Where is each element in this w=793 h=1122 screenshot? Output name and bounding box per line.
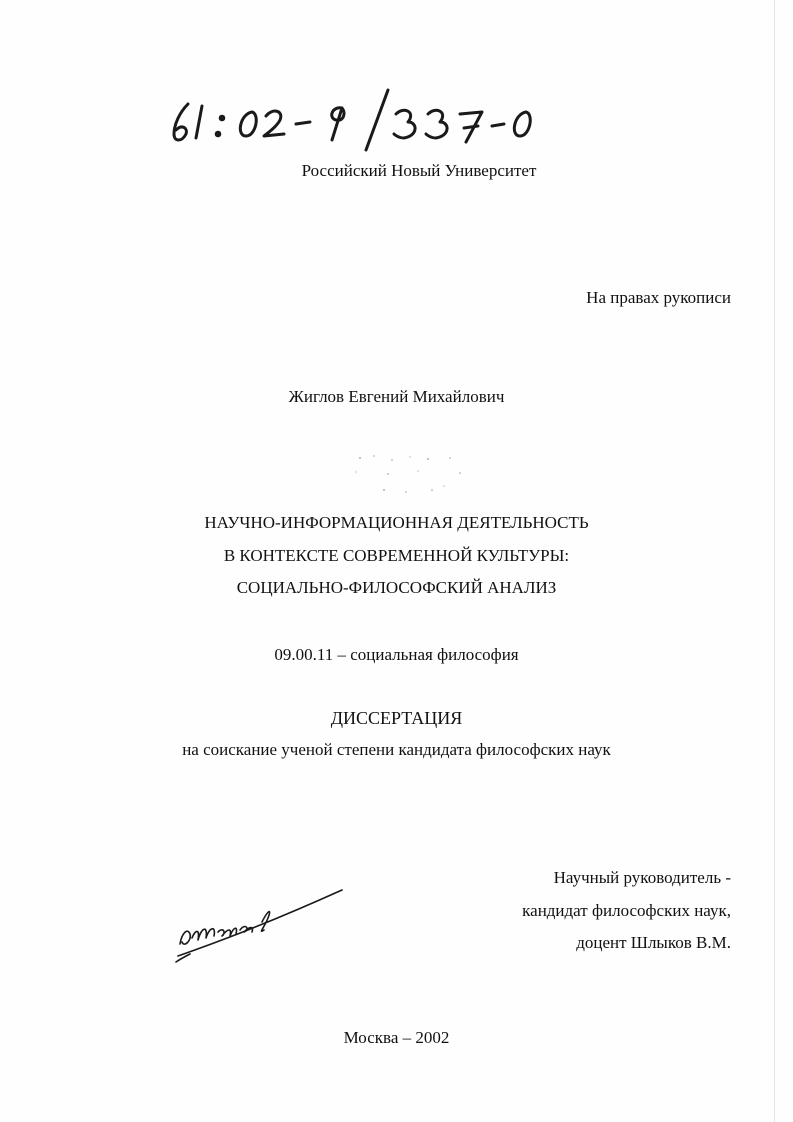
title-line-2: В КОНТЕКСТЕ СОВРЕМЕННОЙ КУЛЬТУРЫ: (223, 546, 570, 565)
rights-note: На правах рукописи (586, 288, 731, 307)
degree-purpose: на соискание ученой степени кандидата философских наук (182, 740, 611, 759)
supervisor-line-2: кандидат философских наук, (522, 901, 731, 920)
specialty-code: 09.00.11 – социальная философия (274, 645, 519, 664)
title-line-1: НАУЧНО-ИНФОРМАЦИОННАЯ ДЕЯТЕЛЬНОСТЬ (204, 513, 589, 532)
author-name: Жиглов Евгений Михайлович (288, 387, 505, 406)
city-year: Москва – 2002 (343, 1028, 450, 1047)
scan-specks (340, 446, 490, 506)
institution-name: Российский Новый Университет (301, 161, 537, 180)
handwritten-registry-code (160, 84, 580, 154)
supervisor-line-3: доцент Шлыков В.М. (576, 933, 731, 952)
author-signature (172, 882, 352, 972)
document-type: ДИССЕРТАЦИЯ (330, 708, 463, 728)
title-line-3: СОЦИАЛЬНО-ФИЛОСОФСКИЙ АНАЛИЗ (236, 578, 557, 597)
supervisor-line-1: Научный руководитель - (553, 868, 731, 887)
